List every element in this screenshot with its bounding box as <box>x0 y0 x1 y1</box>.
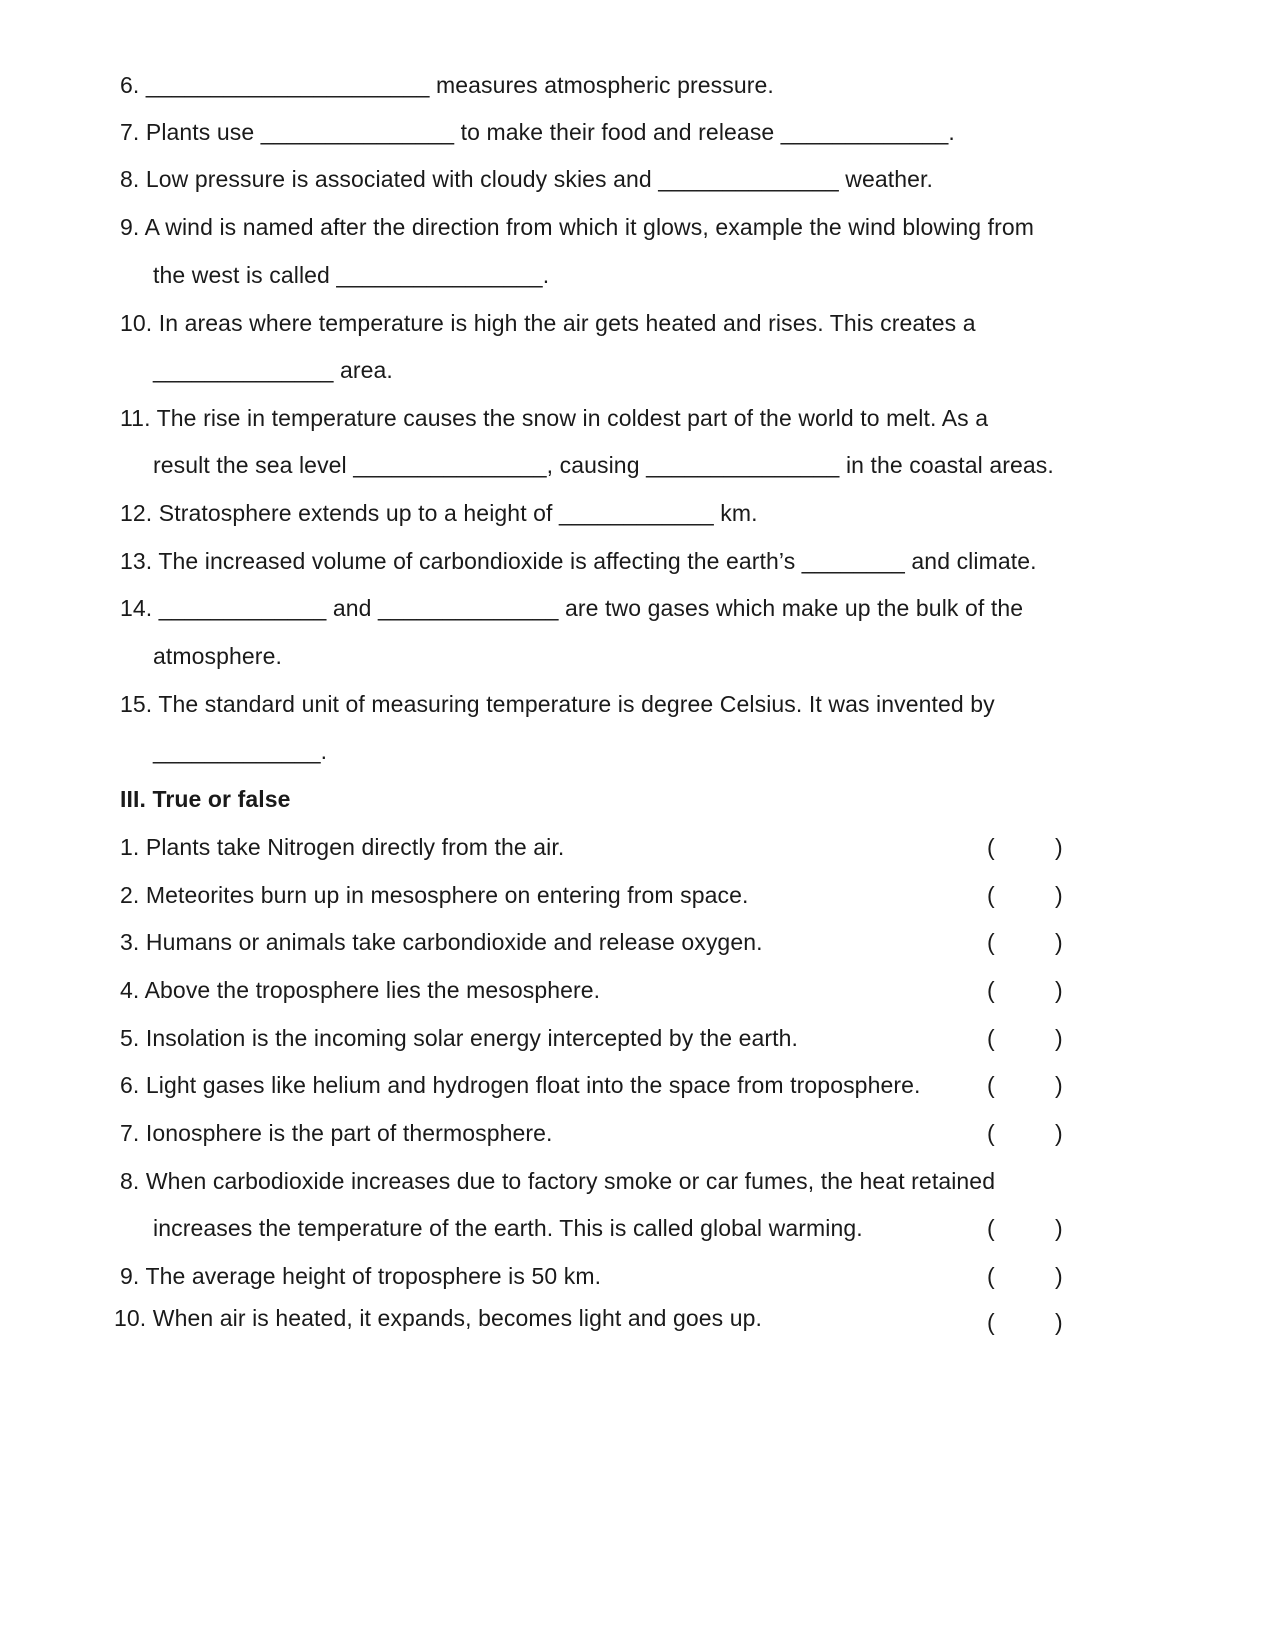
paren-open: ( <box>987 1263 995 1289</box>
section-heading-true-false: III. True or false <box>120 786 291 812</box>
tf-item-2: 2. Meteorites burn up in mesosphere on entering from space. <box>120 882 749 908</box>
question-12: 12. Stratosphere extends up to a height of ____________ km. <box>120 500 758 526</box>
paren-open: ( <box>987 1072 995 1098</box>
paren-close: ) <box>1055 1025 1063 1051</box>
tf-item-4: 4. Above the troposphere lies the mesosphere. <box>120 977 601 1003</box>
question-11-line-2: result the sea level _______________, causing _______________ in the coastal areas. <box>153 452 1054 478</box>
paren-close: ) <box>1055 882 1063 908</box>
tf-item-7: 7. Ionosphere is the part of thermosphere. <box>120 1120 553 1146</box>
paren-open: ( <box>987 1120 995 1146</box>
question-11-line-1: 11. The rise in temperature causes the snow in coldest part of the world to melt. As a <box>120 405 989 431</box>
paren-open: ( <box>987 977 995 1003</box>
paren-close: ) <box>1055 1120 1063 1146</box>
question-13: 13. The increased volume of carbondioxide is affecting the earth’s ________ and climate. <box>120 548 1037 574</box>
paren-close: ) <box>1055 1215 1063 1241</box>
paren-open: ( <box>987 1215 995 1241</box>
question-7: 7. Plants use _______________ to make their food and release _____________. <box>120 119 955 145</box>
paren-open: ( <box>987 1309 995 1335</box>
question-14-line-1: 14. _____________ and ______________ are two gases which make up the bulk of the <box>120 595 1024 621</box>
question-6: 6. ______________________ measures atmospheric pressure. <box>120 72 774 98</box>
tf-item-3: 3. Humans or animals take carbondioxide and release oxygen. <box>120 929 763 955</box>
paren-close: ) <box>1055 834 1063 860</box>
tf-item-8-line-1: 8. When carbodioxide increases due to factory smoke or car fumes, the heat retained <box>120 1168 996 1194</box>
paren-open: ( <box>987 882 995 908</box>
question-10-line-1: 10. In areas where temperature is high the air gets heated and rises. This creates a <box>120 310 976 336</box>
paren-close: ) <box>1055 929 1063 955</box>
paren-close: ) <box>1055 977 1063 1003</box>
paren-close: ) <box>1055 1072 1063 1098</box>
tf-item-9: 9. The average height of troposphere is 50 km. <box>120 1263 602 1289</box>
tf-item-5: 5. Insolation is the incoming solar energy intercepted by the earth. <box>120 1025 799 1051</box>
question-8: 8. Low pressure is associated with cloudy skies and ______________ weather. <box>120 166 934 192</box>
paren-open: ( <box>987 929 995 955</box>
tf-item-6: 6. Light gases like helium and hydrogen float into the space from troposphere. <box>120 1072 921 1098</box>
tf-item-8-line-2: increases the temperature of the earth. This is called global warming. <box>153 1215 863 1241</box>
question-9-line-1: 9. A wind is named after the direction from which it glows, example the wind blowing from <box>120 214 1034 240</box>
paren-open: ( <box>987 1025 995 1051</box>
question-10-line-2: ______________ area. <box>153 357 393 383</box>
tf-item-10: 10. When air is heated, it expands, becomes light and goes up. <box>114 1305 763 1331</box>
paren-close: ) <box>1055 1309 1063 1335</box>
paren-open: ( <box>987 834 995 860</box>
question-9-line-2: the west is called ________________. <box>153 262 550 288</box>
tf-item-1: 1. Plants take Nitrogen directly from the air. <box>120 834 565 860</box>
question-15-line-2: _____________. <box>153 738 328 764</box>
question-14-line-2: atmosphere. <box>153 643 282 669</box>
question-15-line-1: 15. The standard unit of measuring temperature is degree Celsius. It was invented by <box>120 691 995 717</box>
paren-close: ) <box>1055 1263 1063 1289</box>
